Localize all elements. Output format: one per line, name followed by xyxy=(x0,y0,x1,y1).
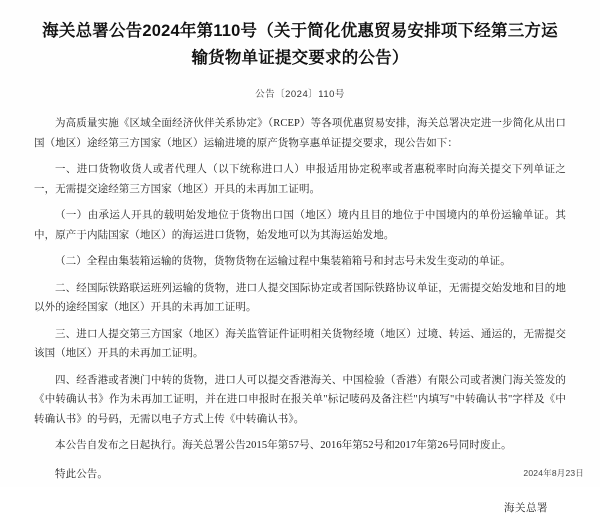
signature-date: 2024年8月23日 xyxy=(523,468,584,478)
document-body xyxy=(34,114,566,484)
paragraph-3: （一）由承运人开具的载明始发地位于货物出口国（地区）境内且目的地位于中国境内的单份运输单证。其中，原产于内陆国家（地区）的海运进口货物，始发地可以为其海运始发地。 xyxy=(34,210,566,241)
paragraph-4: （二）全程由集装箱运输的货物，货物货物在运输过程中集装箱箱号和封志号未发生变动的单证。 xyxy=(55,256,511,267)
paragraph-6: 三、进口人提交第三方国家（地区）海关监管证件证明相关货物经境（地区）过境、转运、通运的，无需提交该国（地区）开具的未再加工证明。 xyxy=(34,328,566,359)
signature-block xyxy=(34,500,566,518)
paragraph-2: 一、进口货物收货人或者代理人（以下统称进口人）申报适用协定税率或者惠税率时向海关提交下列单证之一，无需提交途经第三方国家（地区）开具的未再加工证明。 xyxy=(34,164,566,195)
paragraph-8: 本公告自发布之日起执行。海关总署公告2015年第57号、2016年第52号和2017年第26号同时废止。 xyxy=(55,440,512,451)
paragraph-7: 四、经香港或者澳门中转的货物，进口人可以提交香港海关、中国检验（香港）有限公司或者澳门海关签发的《中转确认书》作为未再加工证明，并在进口申报时在报关单"标记唛码及备注栏"内填写"中转确认书"字样及《中转确认书》的号码，无需以电子方式上传《中转确认书》。 xyxy=(34,374,566,425)
paragraph-5: 二、经国际铁路联运班列运输的货物，进口人提交国际协定或者国际铁路协议单证，无需提交始发地和目的地以外的途经国家（地区）开具的未再加工证明。 xyxy=(34,282,566,313)
paragraph-1: 为高质量实施《区域全面经济伙伴关系协定》（RCEP）等各项优惠贸易安排，海关总署决定进一步简化从出口国（地区）途经第三方国家（地区）运输进境的原产货物享惠单证提交要求，现公告如下： xyxy=(34,118,566,149)
signature-authority: 海关总署 xyxy=(504,503,548,514)
closing-statement: 特此公告。 xyxy=(55,468,108,480)
page-title: 海关总署公告2024年第110号（关于简化优惠贸易安排项下经第三方运输货物单证提交要求的公告） xyxy=(42,22,558,67)
document-number: 公告〔2024〕110号 xyxy=(255,89,345,100)
